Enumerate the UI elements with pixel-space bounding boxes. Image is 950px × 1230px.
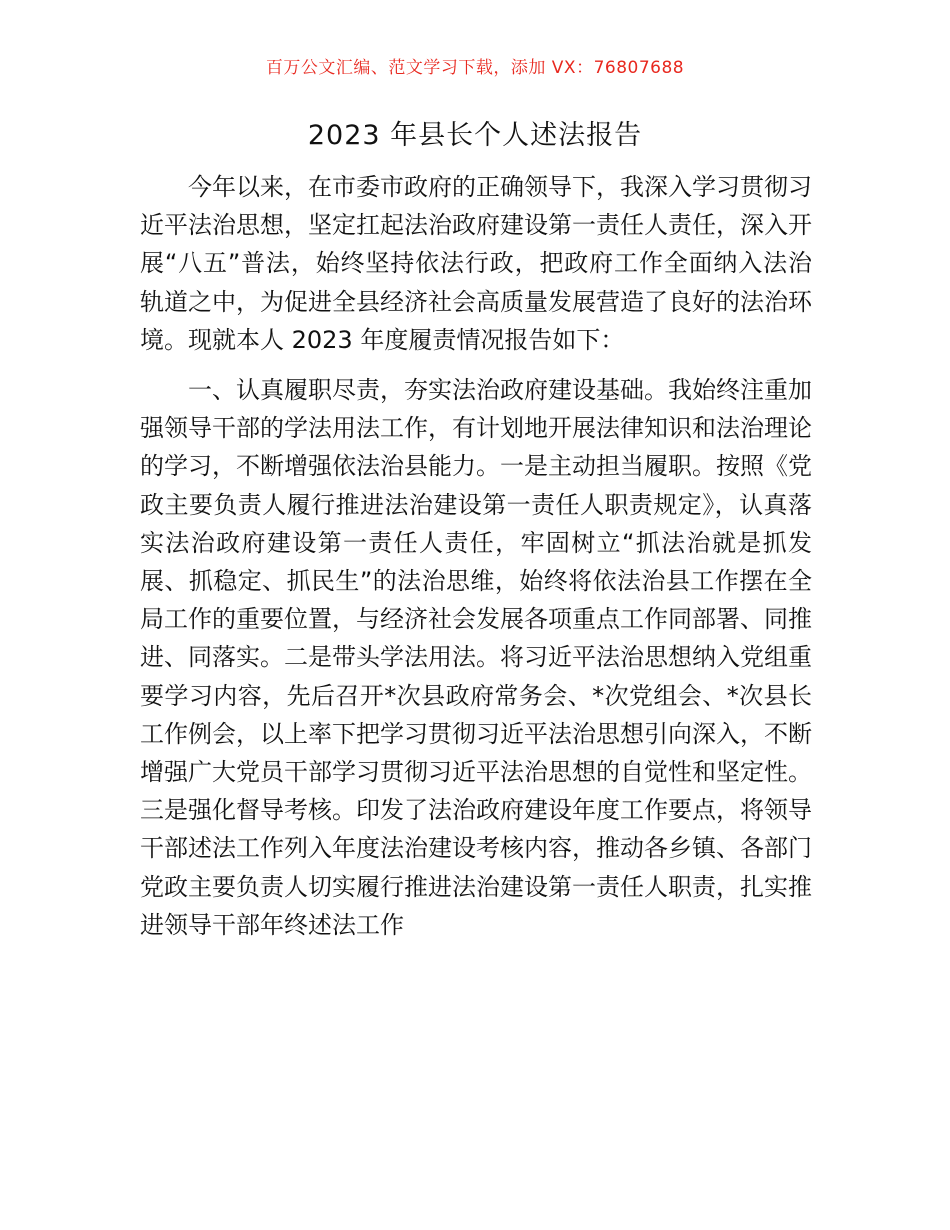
document-title: 2023 年县长个人述法报告 <box>307 120 643 151</box>
watermark-header: 百万公文汇编、范文学习下载，添加 VX：76807688 <box>265 58 685 78</box>
document-body <box>140 168 812 944</box>
body-paragraph-section-1: 一、认真履职尽责，夯实法治政府建设基础。我始终注重加强领导干部的学法用法工作，有计划地开展法律知识和法治理论的学习，不断增强依法治县能力。一是主动担当履职。按照《党政主要负责人履行推进法治建设第一责任人职责规定》，认真落实法治政府建设第一责任人责任，牢固树立“抓法治就是抓发展、抓稳定、抓民生”的法治思维，始终将依法治县工作摆在全局工作的重要位置，与经济社会发展各项重点工作同部署、同推进、同落实。二是带头学法用法。将习近平法治思想纳入党组重要学习内容，先后召开*次县政府常务会、*次党组会、*次县长工作例会，以上率下把学习贯彻习近平法治思想引向深入，不断增强广大党员干部学习贯彻习近平法治思想的自觉性和坚定性。三是强化督导考核。印发了法治政府建设年度工作要点，将领导干部述法工作列入年度法治建设考核内容，推动各乡镇、各部门党政主要负责人切实履行推进法治建设第一责任人职责，扎实推进领导干部年终述法工作 <box>140 376 812 939</box>
body-paragraph-intro: 今年以来，在市委市政府的正确领导下，我深入学习贯彻习近平法治思想，坚定扛起法治政府建设第一责任人责任，深入开展“八五”普法，始终坚持依法行政，把政府工作全面纳入法治轨道之中，为促进全县经济社会高质量发展营造了良好的法治环境。现就本人 2023 年度履责情况报告如下： <box>140 173 812 354</box>
